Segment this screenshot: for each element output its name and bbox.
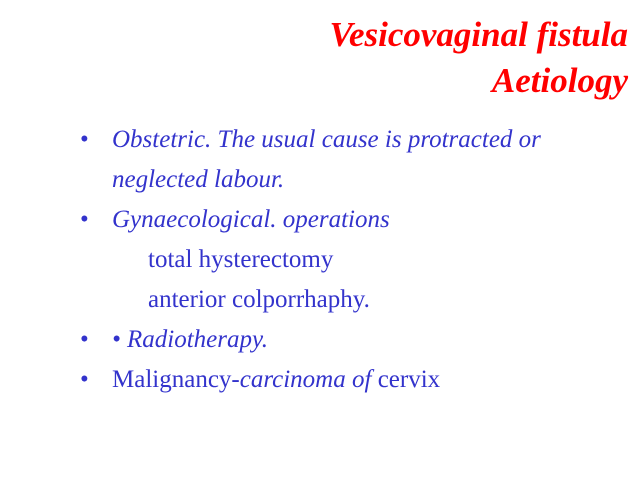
bullet-glyph: • [80,326,89,353]
malignancy-prefix: Malignancy- [112,366,240,393]
subitem-total-hysterectomy: total hysterectomy [148,246,334,273]
bullet-glyph: • [80,366,89,393]
bullet-item-malignancy [80,360,620,400]
bullet-text-radiotherapy: • Radiotherapy. [112,326,268,353]
bullet-glyph: • [80,126,89,153]
bullet-item-obstetric [80,120,620,200]
bullet-item-radiotherapy [80,320,620,360]
title-line-1: Vesicovaginal fistula [329,15,628,54]
malignancy-cervix: cervix [371,366,441,393]
bullet-text-obstetric: Obstetric. The usual cause is protracted or neglected labour. [112,126,541,193]
bullet-item-gynaecological [80,200,620,240]
bullet-list [80,120,620,400]
slide-title [330,12,629,104]
bullet-text-gynaecological: Gynaecological. operations [112,206,390,233]
subitem-anterior-colporrhaphy: anterior colporrhaphy. [148,286,370,313]
bullet-text-malignancy [112,366,440,393]
bullet-glyph: • [80,206,89,233]
malignancy-carcinoma: carcinoma of [239,366,372,393]
title-line-2: Aetiology [491,61,628,100]
